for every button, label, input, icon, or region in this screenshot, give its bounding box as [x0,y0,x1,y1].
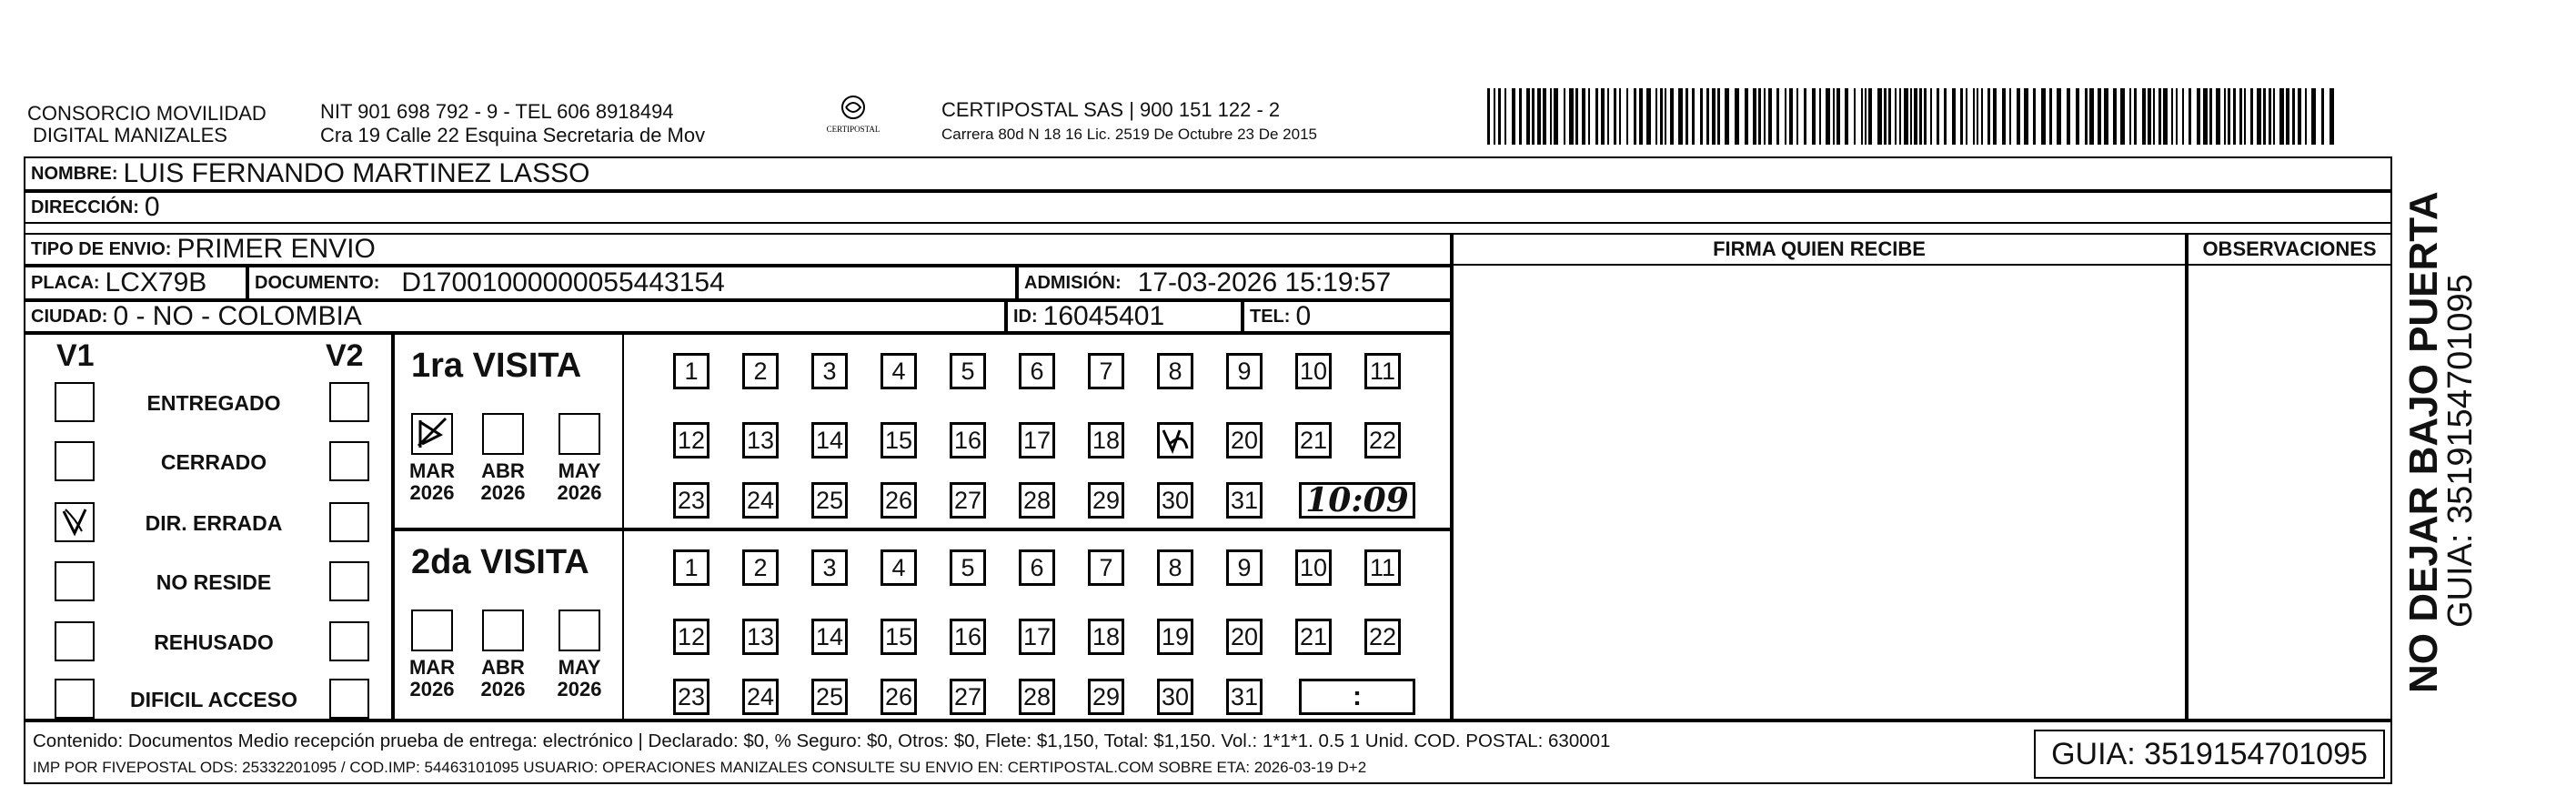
v2-checkbox[interactable] [329,382,369,422]
side-warning: NO DEJAR BAJO PUERTA [2401,191,2446,693]
admision-label: ADMISIÓN: [1024,272,1122,293]
tel-label: TEL: [1250,306,1291,327]
barcode-bar [1895,88,1897,145]
day-box[interactable]: 7 [1088,353,1124,389]
barcode-bar [2049,88,2052,145]
barcode-bar [2203,88,2208,145]
barcode-bar [1588,88,1590,145]
barcode-bar [1504,88,1506,145]
ciudad-label: CIUDAD: [31,306,108,327]
day-box[interactable]: 8 [1157,353,1193,389]
barcode-bar [1717,88,1720,145]
barcode-bar [1554,88,1558,145]
barcode-bar [1575,88,1578,145]
day-box[interactable]: 23 [673,679,709,715]
barcode-bar [1924,88,1927,145]
v1-checkbox[interactable] [55,441,95,481]
firma-header: FIRMA QUIEN RECIBE [1452,233,2187,266]
visit-title: 2da VISITA [411,543,589,581]
barcode-bar [2329,88,2334,145]
day-box[interactable]: 3 [811,549,848,586]
barcode-bar [2273,88,2275,145]
barcode-bar [1543,88,1546,145]
barcode-bar [1833,88,1835,145]
month-label: ABR 2026 [480,459,526,504]
barcode-bar [2209,88,2212,145]
day-box[interactable]: 13 [742,422,779,458]
barcode-bar [1819,88,1821,145]
barcode-bar [1919,88,1922,145]
visit-title: 1ra VISITA [411,347,582,385]
nombre-label: NOMBRE: [31,163,118,184]
barcode-bar [1812,88,1816,145]
day-box[interactable]: 11 [1364,353,1401,389]
barcode-bar [1785,88,1786,145]
day-box[interactable]: 31 [1226,482,1263,519]
barcode-bar [1914,88,1917,145]
day-box[interactable]: 3 [811,353,848,389]
barcode-bar [1626,88,1628,145]
barcode-bar [2257,88,2261,145]
barcode-bar [2244,88,2246,145]
barcode-bar [1639,88,1643,145]
barcode-bar [2189,88,2191,145]
v1-label: V1 [56,338,95,373]
address-line: Cra 19 Calle 22 Esquina Secretaria de Mov [320,124,706,146]
v2-checkbox[interactable] [329,621,369,661]
barcode-bar [2197,88,2200,145]
month-checkbox[interactable] [482,413,524,455]
admision-field [1017,266,1452,300]
barcode-bar [1796,88,1798,145]
barcode-bar [1804,88,1806,145]
barcode-bar [2148,88,2151,145]
observaciones-header: OBSERVACIONES [2187,233,2392,266]
day-box[interactable]: 16 [950,422,986,458]
barcode-bar [2017,88,2020,145]
barcode-bar [2153,88,2155,145]
barcode-bar [1595,88,1598,145]
barcode-bar [1854,88,1856,145]
barcode-bar [2057,88,2061,145]
status-option-label: DIFICIL ACCESO [129,688,297,711]
nombre-value: LUIS FERNANDO MARTINEZ LASSO [123,158,590,188]
barcode-bar [1904,88,1908,145]
barcode-bar [1700,88,1703,145]
barcode-bar [1607,88,1609,145]
day-box[interactable]: 21 [1295,619,1332,655]
barcode-bar [2311,88,2316,145]
barcode-bar [2279,88,2284,145]
day-box[interactable]: 27 [950,482,986,519]
month-checkbox[interactable] [558,610,600,651]
id-label: ID: [1013,306,1038,327]
carrier-line1: CERTIPOSTAL SAS | 900 151 122 - 2 [941,98,1281,121]
barcode-bar [1776,88,1779,145]
day-box[interactable]: 12 [673,619,709,655]
barcode-bar [2120,88,2125,145]
certipostal-logo [817,91,890,146]
day-box[interactable]: 22 [1364,619,1401,655]
barcode-bar [2176,88,2178,145]
barcode-bar [2085,88,2088,145]
barcode-bar [1634,88,1636,145]
day-box[interactable]: 26 [880,679,917,715]
barcode-bar [1877,88,1882,145]
barcode-bar [2269,88,2271,145]
barcode-bar [2305,88,2307,145]
barcode-bar [2163,88,2168,145]
barcode-bar [1498,88,1501,145]
day-box[interactable]: 4 [880,353,917,389]
barcode-bar [1789,88,1793,145]
barcode-bar [1519,88,1522,145]
month-label: MAR 2026 [408,656,456,700]
barcode-bar [1735,88,1739,145]
tipo-envio-value: PRIMER ENVIO [176,234,376,264]
day-box[interactable]: 22 [1364,422,1401,458]
day-box[interactable]: 2 [742,549,779,586]
barcode-bar [1910,88,1912,145]
day-box[interactable]: 20 [1226,619,1263,655]
day-box[interactable]: 24 [742,482,779,519]
barcode-bar [1888,88,1891,145]
barcode-bar [2171,88,2173,145]
barcode-bar [2033,88,2036,145]
direccion-row [24,191,2392,224]
footer-imp: IMP POR FIVEPOSTAL ODS: 25332201095 / COD.IMP: 54463101095 USUARIO: OPERACIONES MANIZALES CONSULTE SU ENVIO EN: CERTIPOSTAL.COM SOBRE ETA: 2026-03-19 D+2 [33,759,1367,776]
tipo-envio-row [24,233,1452,266]
barcode-bar [1537,88,1541,145]
v1-checkbox[interactable] [55,621,95,661]
barcode-bar [1564,88,1565,145]
month-checkbox[interactable] [558,413,600,455]
barcode-bar [1532,88,1535,145]
barcode-bar [1977,88,1978,145]
day-box[interactable]: 28 [1019,482,1055,519]
company-name-line2: DIGITAL MANIZALES [33,124,227,146]
barcode-bar [2098,88,2101,145]
barcode-bar [1550,88,1552,145]
barcode-bar [1993,88,1997,145]
barcode-bar [1660,88,1663,145]
day-box[interactable]: 15 [880,619,917,655]
barcode-bar [1526,88,1530,145]
day-box[interactable]: 6 [1019,353,1055,389]
day-box[interactable]: 10 [1295,549,1332,586]
status-option-label: ENTREGADO [146,391,281,415]
status-option-label: CERRADO [160,450,267,474]
barcode-bar [1582,88,1585,145]
barcode-bar [2263,88,2266,145]
direccion-label: DIRECCIÓN: [31,196,139,217]
barcode-bar [2002,88,2006,145]
day-box[interactable]: 23 [673,482,709,519]
barcode-bar [1655,88,1657,145]
placa-field [24,266,247,300]
barcode-bar [2024,88,2028,145]
day-box[interactable]: 7 [1088,549,1124,586]
company-name-line1: CONSORCIO MOVILIDAD [27,102,267,125]
barcode-bar [2228,88,2230,145]
barcode-bar [2286,88,2289,145]
day-box[interactable]: 17 [1019,619,1055,655]
barcode-bar [2216,88,2220,145]
tipo-envio-label: TIPO DE ENVIO: [31,238,172,259]
barcode-bar [2142,88,2146,145]
day-box[interactable]: 11 [1364,549,1401,586]
day-box[interactable]: 20 [1226,422,1263,458]
barcode-bar [2321,88,2324,145]
barcode-bar [2158,88,2161,145]
id-field [1006,300,1243,333]
barcode-bar [2224,88,2226,145]
barcode-bar [2009,88,2011,145]
certipostal-logo-icon [817,91,890,146]
barcode-bar [2134,88,2137,145]
barcode-bar [1487,88,1490,145]
day-box[interactable]: 5 [950,353,986,389]
barcode-bar [1865,88,1867,145]
visit-time-box[interactable]: 10:09 [1299,482,1415,519]
day-box[interactable]: 15 [880,422,917,458]
v2-label: V2 [326,338,364,373]
day-box[interactable]: 27 [950,679,986,715]
month-checkbox[interactable] [482,610,524,651]
barcode-bar [1758,88,1761,145]
barcode-bar [1944,88,1947,145]
day-box[interactable]: 14 [811,422,848,458]
month-label: ABR 2026 [480,656,526,700]
barcode-bar [1973,88,1975,145]
day-box[interactable]: 14 [811,619,848,655]
month-checkbox[interactable] [411,610,453,651]
day-box[interactable]: 21 [1295,422,1332,458]
day-box[interactable]: 31 [1226,679,1263,715]
barcode-bar [2298,88,2301,145]
v1-checkbox[interactable] [55,382,95,422]
barcode-bar [1665,88,1666,145]
day-box[interactable]: 5 [950,549,986,586]
day-box[interactable]: 29 [1088,482,1124,519]
barcode-bar [2239,88,2242,145]
barcode-bar [1981,88,1983,145]
barcode-bar [1966,88,1967,145]
v2-checkbox[interactable] [329,561,369,601]
carrier-line2: Carrera 80d N 18 16 Lic. 2519 De Octubre 23 De 2015 [941,126,1317,143]
barcode-bar [1678,88,1683,145]
barcode-bar [2233,88,2236,145]
barcode-bar [1725,88,1729,145]
day-box[interactable]: 1 [673,549,709,586]
status-option-label: REHUSADO [154,630,274,654]
day-box[interactable]: 25 [811,482,848,519]
barcode-bar [1899,88,1901,145]
barcode-bar [1569,88,1574,145]
footer-contenido: Contenido: Documentos Medio recepción prueba de entrega: electrónico | Declarado: $0, % Seguro: $0, Otros: $0, Flete: $1,150, Total: $1,150. Vol.: 1*1*1. 0.5 1 Unid. COD. POSTAL: 630001 [33,730,1611,751]
status-option-label: DIR. ERRADA [145,511,283,535]
observaciones-box [2187,233,2392,720]
v1-checkbox[interactable] [55,679,95,719]
handwritten-check-icon [56,504,93,540]
day-box[interactable]: 18 [1088,619,1124,655]
v2-checkbox[interactable] [329,679,369,719]
tel-field [1243,300,1452,333]
barcode-bar [1745,88,1748,145]
handwritten-mark-icon [1160,425,1191,456]
day-box[interactable]: 10 [1295,353,1332,389]
documento-label: DOCUMENTO: [255,272,380,293]
side-guia: GUIA: 3519154701095 [2441,274,2480,628]
v1-checkbox[interactable] [55,561,95,601]
barcode-bar [1601,88,1605,145]
barcode-bar [1987,88,1990,145]
barcode-bar [1706,88,1709,145]
month-checkbox[interactable] [411,413,453,455]
month-label: MAR 2026 [408,459,456,504]
nit-line: NIT 901 698 792 - 9 - TEL 606 8918494 [320,100,674,123]
direccion-value: 0 [144,192,160,222]
v2-checkbox[interactable] [329,502,369,542]
barcode-bar [1619,88,1621,145]
barcode-bar [2067,88,2070,145]
day-box[interactable]: 25 [811,679,848,715]
day-box[interactable]: 30 [1157,679,1193,715]
admision-value: 17-03-2026 15:19:57 [1137,267,1392,297]
barcode-bar [2113,88,2117,145]
visit-time-box[interactable]: : [1299,679,1415,715]
day-box[interactable]: 19 [1157,619,1193,655]
barcode-bar [1930,88,1932,145]
day-box[interactable]: 4 [880,549,917,586]
barcode-bar [2104,88,2108,145]
barcode-bar [1845,88,1848,145]
day-box[interactable]: 9 [1226,549,1263,586]
barcode-bar [1764,88,1766,145]
nombre-row [24,156,2392,191]
documento-value: D17001000000055443154 [401,267,725,297]
footer-guia-box: GUIA: 3519154701095 [2034,730,2385,779]
barcode-bar [1670,88,1674,145]
day-box[interactable]: 28 [1019,679,1055,715]
day-box[interactable]: 17 [1019,422,1055,458]
day-box[interactable]: 1 [673,353,709,389]
ciudad-field [24,300,1006,333]
firma-box [1452,233,2187,720]
logo-caption: CERTIPOSTAL [826,125,880,134]
day-box[interactable]: 9 [1226,353,1263,389]
barcode-bar [1937,88,1939,145]
day-box[interactable]: 30 [1157,482,1193,519]
barcode-bar [1836,88,1840,145]
barcode-bar [2089,88,2094,145]
barcode-bar [2292,88,2295,145]
barcode-bar [1712,88,1716,145]
placa-value: LCX79B [105,267,207,297]
barcode-bar [1952,88,1956,145]
barcode-bar [1884,88,1887,145]
day-box[interactable]: 6 [1019,549,1055,586]
ciudad-value: 0 - NO - COLOMBIA [113,301,362,331]
id-value: 16045401 [1042,301,1165,331]
barcode-bar [1685,88,1688,145]
day-box[interactable]: 8 [1157,549,1193,586]
barcode-bar [2250,88,2253,145]
day-box[interactable] [1157,422,1193,458]
barcode-bar [2041,88,2046,145]
barcode-bar [1512,88,1515,145]
day-box[interactable]: 13 [742,619,779,655]
day-box[interactable]: 24 [742,679,779,715]
barcode-bar [1868,88,1872,145]
day-box[interactable]: 29 [1088,679,1124,715]
barcode-bar [2076,88,2079,145]
tel-value: 0 [1295,301,1312,331]
v2-checkbox[interactable] [329,441,369,481]
day-box[interactable]: 16 [950,619,986,655]
v1-checkbox[interactable] [55,502,95,542]
barcode-bar [1826,88,1830,145]
barcode-bar [1861,88,1863,145]
barcode-bar [1768,88,1772,145]
barcode-bar [2182,88,2184,145]
day-box[interactable]: 12 [673,422,709,458]
barcode-bar [1494,88,1495,145]
barcode-bar [1614,88,1616,145]
day-box[interactable]: 2 [742,353,779,389]
documento-field [247,266,1017,300]
placa-label: PLACA: [31,272,100,293]
barcode-bar [1692,88,1695,145]
barcode-bar [1646,88,1651,145]
day-box[interactable]: 26 [880,482,917,519]
barcode-bar [1960,88,1963,145]
handwritten-check-icon [413,415,451,453]
status-option-label: NO RESIDE [156,570,272,594]
barcode-bar [1753,88,1756,145]
month-label: MAY 2026 [557,656,602,700]
barcode [1487,88,2338,145]
day-box[interactable]: 18 [1088,422,1124,458]
barcode-bar [2129,88,2131,145]
month-label: MAY 2026 [557,459,602,504]
